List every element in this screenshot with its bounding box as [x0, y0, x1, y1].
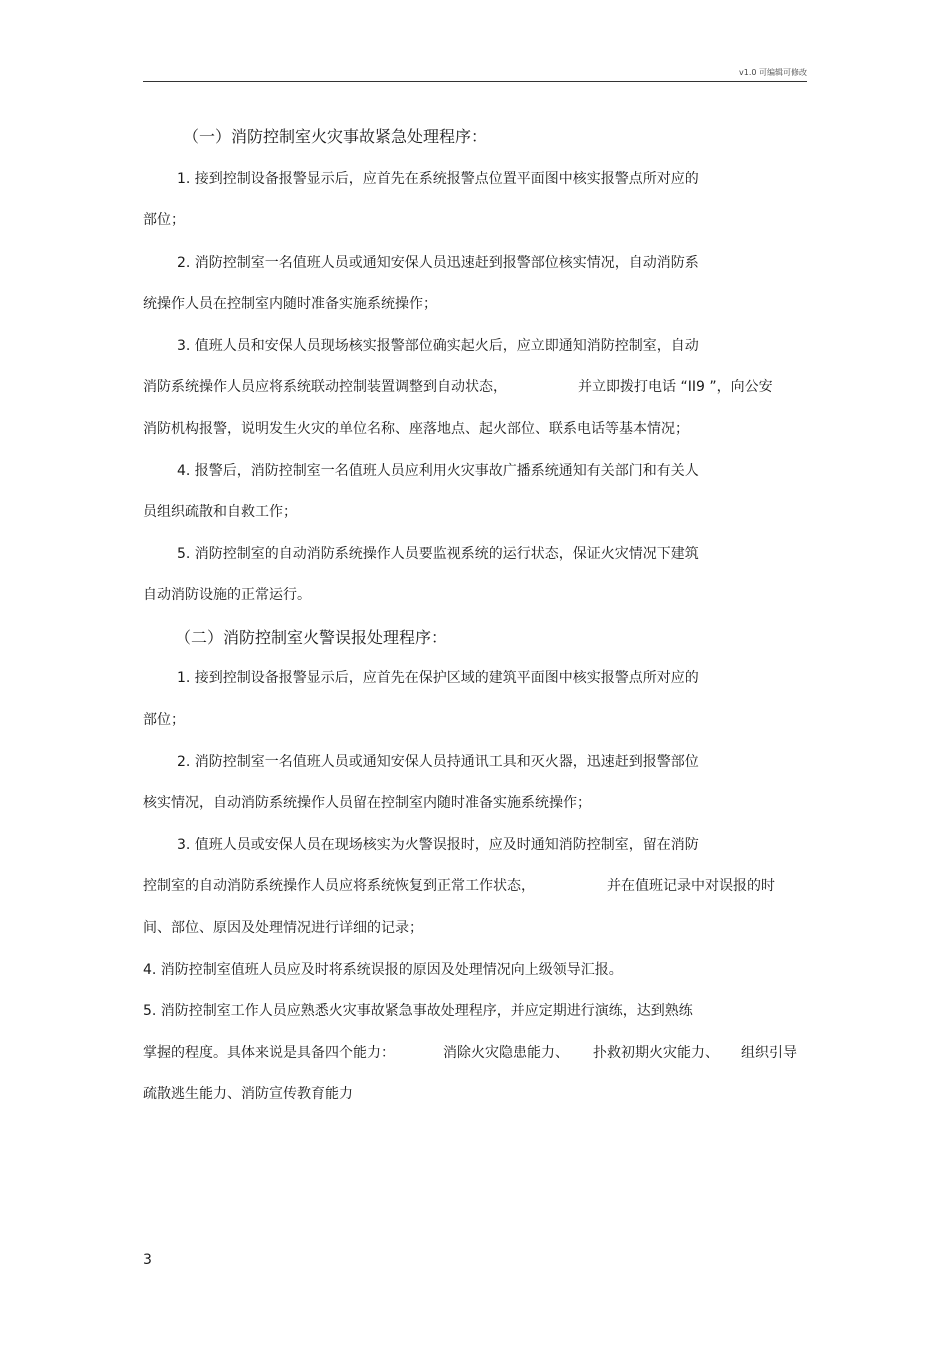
- section2-item-3-line-1: 3. 值班人员或安保人员在现场核实为火警误报时，应及时通知消防控制室，留在消防: [177, 837, 699, 853]
- section2-ability-1: 消除火灾隐患能力、: [443, 1045, 569, 1061]
- section2-item-1-line-1: 1. 接到控制设备报警显示后，应首先在保护区域的建筑平面图中核实报警点所对应的: [177, 670, 699, 686]
- section2-item-2-line-2: 核实情况，自动消防系统操作人员留在控制室内随时准备实施系统操作；: [143, 795, 591, 811]
- section1-item-2-line-2: 统操作人员在控制室内随时准备实施系统操作；: [143, 296, 437, 312]
- section2-item-1-line-2: 部位；: [143, 712, 185, 728]
- section1-item-5-line-1: 5. 消防控制室的自动消防系统操作人员要监视系统的运行状态，保证火灾情况下建筑: [177, 546, 699, 562]
- section1-item-2-line-1: 2. 消防控制室一名值班人员或通知安保人员迅速赶到报警部位核实情况，自动消防系: [177, 255, 699, 271]
- section2-item-5-line-1: 5. 消防控制室工作人员应熟悉火灾事故紧急事故处理程序，并应定期进行演练，达到熟练: [143, 1003, 693, 1019]
- section1-item-3-line-2a: 消防系统操作人员应将系统联动控制装置调整到自动状态，: [143, 379, 507, 395]
- section1-item-3-line-2b: 并立即拨打电话 “II9 ”，向公安: [578, 379, 773, 395]
- section2-item-3-line-2b: 并在值班记录中对误报的时: [607, 878, 775, 894]
- page-number: 3: [143, 1252, 152, 1268]
- section1-item-4-line-2: 员组织疏散和自救工作；: [143, 504, 297, 520]
- header-divider: [143, 81, 807, 82]
- section2-item-2-line-1: 2. 消防控制室一名值班人员或通知安保人员持通讯工具和灭火器，迅速赶到报警部位: [177, 754, 699, 770]
- section1-item-1-line-1: 1. 接到控制设备报警显示后，应首先在系统报警点位置平面图中核实报警点所对应的: [177, 171, 699, 187]
- section2-item-4: 4. 消防控制室值班人员应及时将系统误报的原因及处理情况向上级领导汇报。: [143, 962, 623, 978]
- section1-item-1-line-2: 部位；: [143, 212, 185, 228]
- section2-item-3-line-2a: 控制室的自动消防系统操作人员应将系统恢复到正常工作状态，: [143, 878, 535, 894]
- section1-item-3-line-1: 3. 值班人员和安保人员现场核实报警部位确实起火后，应立即通知消防控制室，自动: [177, 338, 699, 354]
- section1-heading: （一）消防控制室火灾事故紧急处理程序：: [183, 127, 488, 146]
- section2-ability-3-part: 组织引导: [741, 1045, 797, 1061]
- section2-item-5-line-3: 疏散逃生能力、消防宣传教育能力: [143, 1086, 353, 1102]
- section2-item-5-line-2a: 掌握的程度。具体来说是具备四个能力：: [143, 1045, 395, 1061]
- section2-item-3-line-3: 间、部位、原因及处理情况进行详细的记录；: [143, 920, 423, 936]
- section1-item-5-line-2: 自动消防设施的正常运行。: [143, 587, 311, 603]
- section1-item-3-line-3: 消防机构报警，说明发生火灾的单位名称、座落地点、起火部位、联系电话等基本情况；: [143, 421, 689, 437]
- section1-item-4-line-1: 4. 报警后，消防控制室一名值班人员应利用火灾事故广播系统通知有关部门和有关人: [177, 463, 699, 479]
- section2-ability-2: 扑救初期火灾能力、: [593, 1045, 719, 1061]
- section2-heading: （二）消防控制室火警误报处理程序：: [175, 628, 448, 647]
- header-version-note: v1.0 可编辑可修改: [739, 68, 807, 77]
